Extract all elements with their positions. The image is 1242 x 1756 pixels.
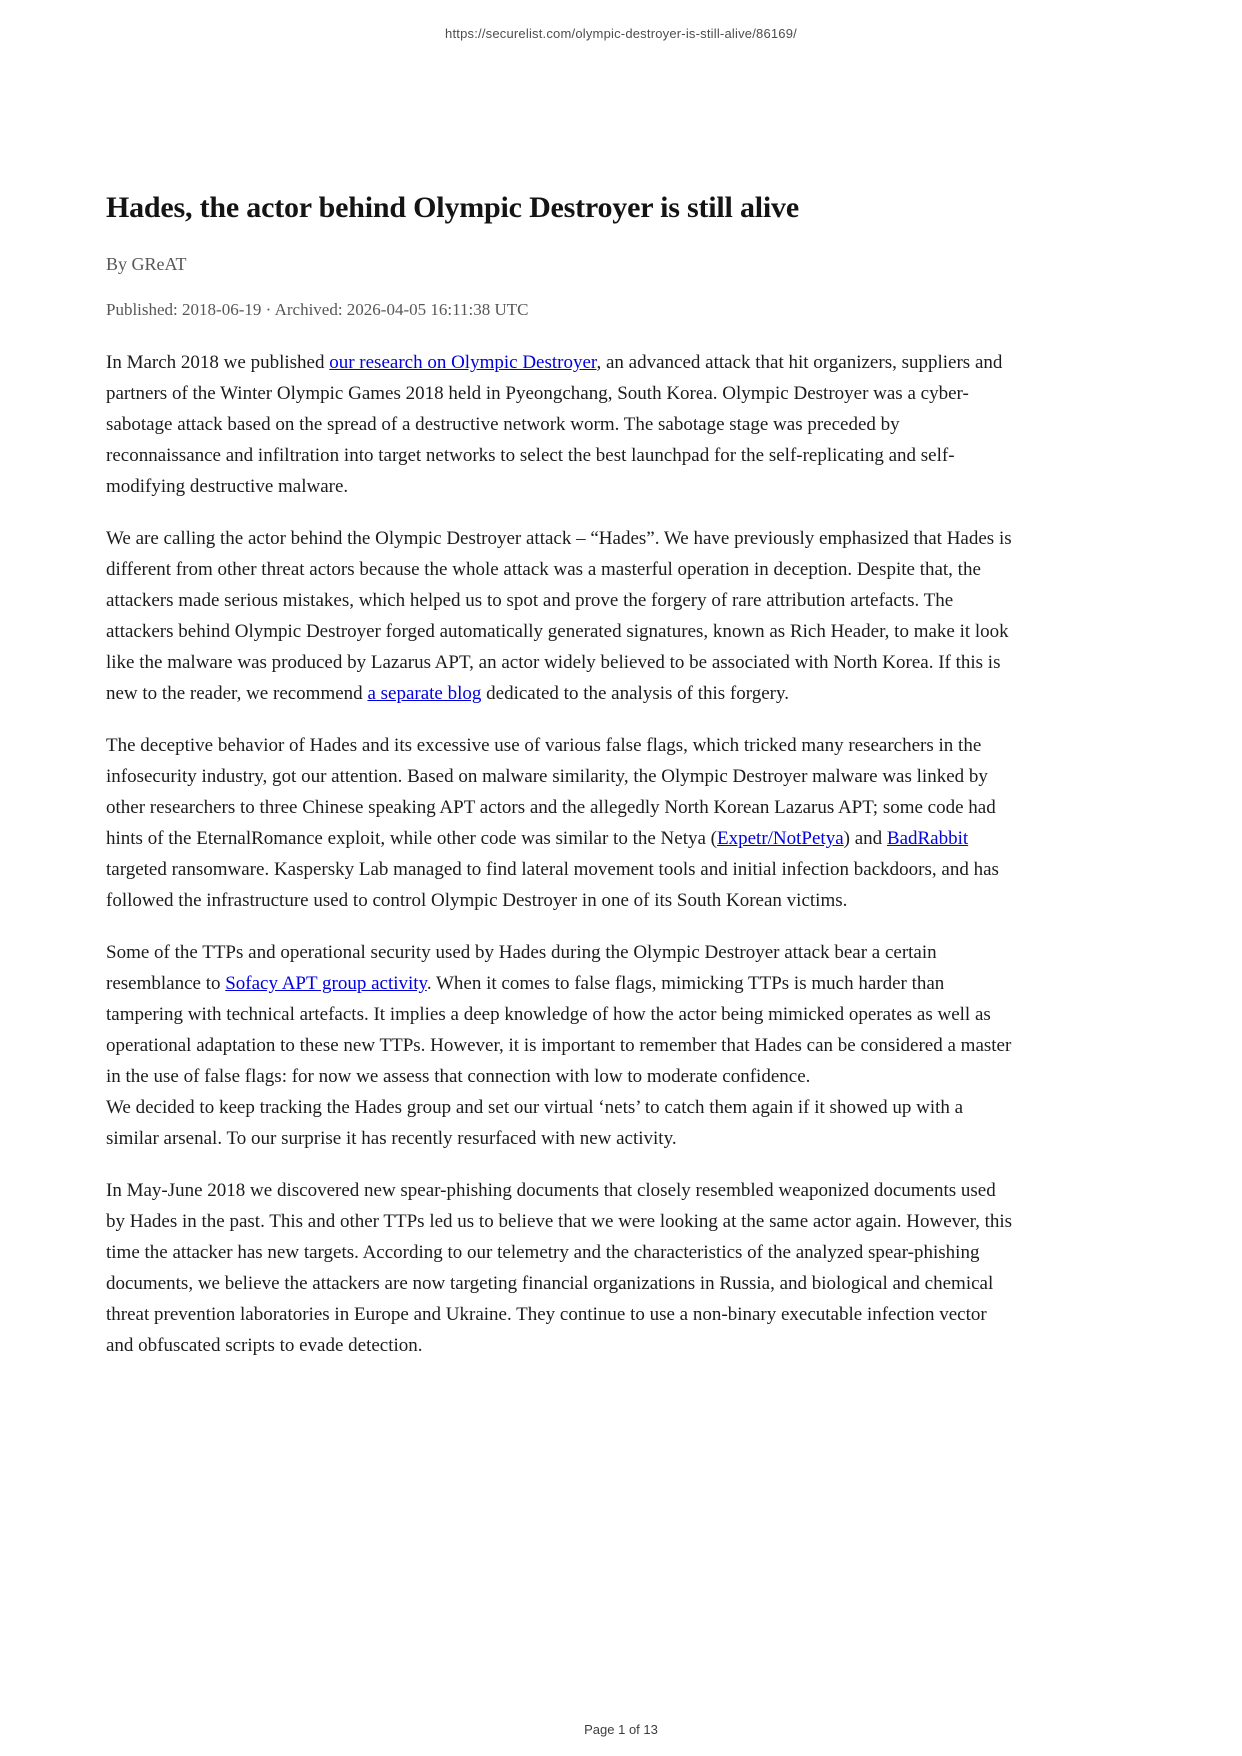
inline-link[interactable]: Expetr/NotPetya <box>717 828 844 849</box>
print-url-header <box>0 26 1242 41</box>
inline-link[interactable]: Sofacy APT group activity <box>225 973 427 994</box>
paragraph: Some of the TTPs and operational security used by Hades during the Olympic Destroyer attack bear a certain resemblance to Sofacy APT group activity. When it comes to false flags, mimicking TTPs is much harder than tampering with technical artefacts. It implies a deep knowledge of how the actor being mimicked operates as well as operational adaptation to these new TTPs. However, it is important to remember that Hades can be considered a master in the use of false flags: for now we assess that connection with low to moderate confidence. We decided to keep tracking the Hades group and set our virtual ‘nets’ to catch them again if it showed up with a similar arsenal. To our surprise it has recently resurfaced with new activity. <box>106 942 1012 1149</box>
paragraph: In May-June 2018 we discovered new spear-phishing documents that closely resembled weaponized documents used by Hades in the past. This and other TTPs led us to believe that we were looking at the same actor again. However, this time the attacker has new targets. According to our telemetry and the characteristics of the analyzed spear-phishing documents, we believe the attackers are now targeting financial organizations in Russia, and biological and chemical threat prevention laboratories in Europe and Ukraine. They continue to use a non-binary executable infection vector and obfuscated scripts to evade detection. <box>106 1180 1013 1356</box>
article-byline: By GReAT <box>106 254 187 274</box>
page-number: Page 1 of 13 <box>584 1722 658 1737</box>
paragraph: The deceptive behavior of Hades and its excessive use of various false flags, which tricked many researchers in the infosecurity industry, got our attention. Based on malware similarity, the Olympic Destroyer malware was linked by other researchers to three Chinese speaking APT actors and the allegedly North Korean Lazarus APT; some code had hints of the EternalRomance exploit, while other code was similar to the Netya (Expetr/NotPetya) and BadRabbit targeted ransomware. Kaspersky Lab managed to find lateral movement tools and initial infection backdoors, and has followed the infrastructure used to control Olympic Destroyer in one of its South Korean victims. <box>106 735 999 911</box>
inline-link[interactable]: BadRabbit <box>886 828 969 849</box>
article-meta: Published: 2018-06-19 · Archived: 2026-04-05 16:11:38 UTC <box>106 300 529 319</box>
inline-link[interactable]: a separate blog <box>367 683 482 704</box>
paragraph: In March 2018 we published our research on Olympic Destroyer, an advanced attack that hit organizers, suppliers and partners of the Winter Olympic Games 2018 held in Pyeongchang, South Korea. Olympic Destroyer was a cyber-sabotage attack based on the spread of a destructive network worm. The sabotage stage was preceded by reconnaissance and infiltration into target networks to select the best launchpad for the self-replicating and self-modifying destructive malware. <box>106 352 1003 497</box>
inline-link[interactable]: our research on Olympic Destroyer <box>329 352 597 373</box>
page-url: https://securelist.com/olympic-destroyer-is-still-alive/86169/ <box>445 26 797 41</box>
article-body <box>106 347 1016 1361</box>
article-title: Hades, the actor behind Olympic Destroyer is still alive <box>106 191 799 224</box>
print-page-footer <box>0 1722 1242 1737</box>
article <box>106 190 1016 1382</box>
paragraph: We are calling the actor behind the Olympic Destroyer attack – “Hades”. We have previously emphasized that Hades is different from other threat actors because the whole attack was a masterful operation in deception. Despite that, the attackers made serious mistakes, which helped us to spot and prove the forgery of rare attribution artefacts. The attackers behind Olympic Destroyer forged automatically generated signatures, known as Rich Header, to make it look like the malware was produced by Lazarus APT, an actor widely believed to be associated with North Korea. If this is new to the reader, we recommend a separate blog dedicated to the analysis of this forgery. <box>106 528 1012 704</box>
